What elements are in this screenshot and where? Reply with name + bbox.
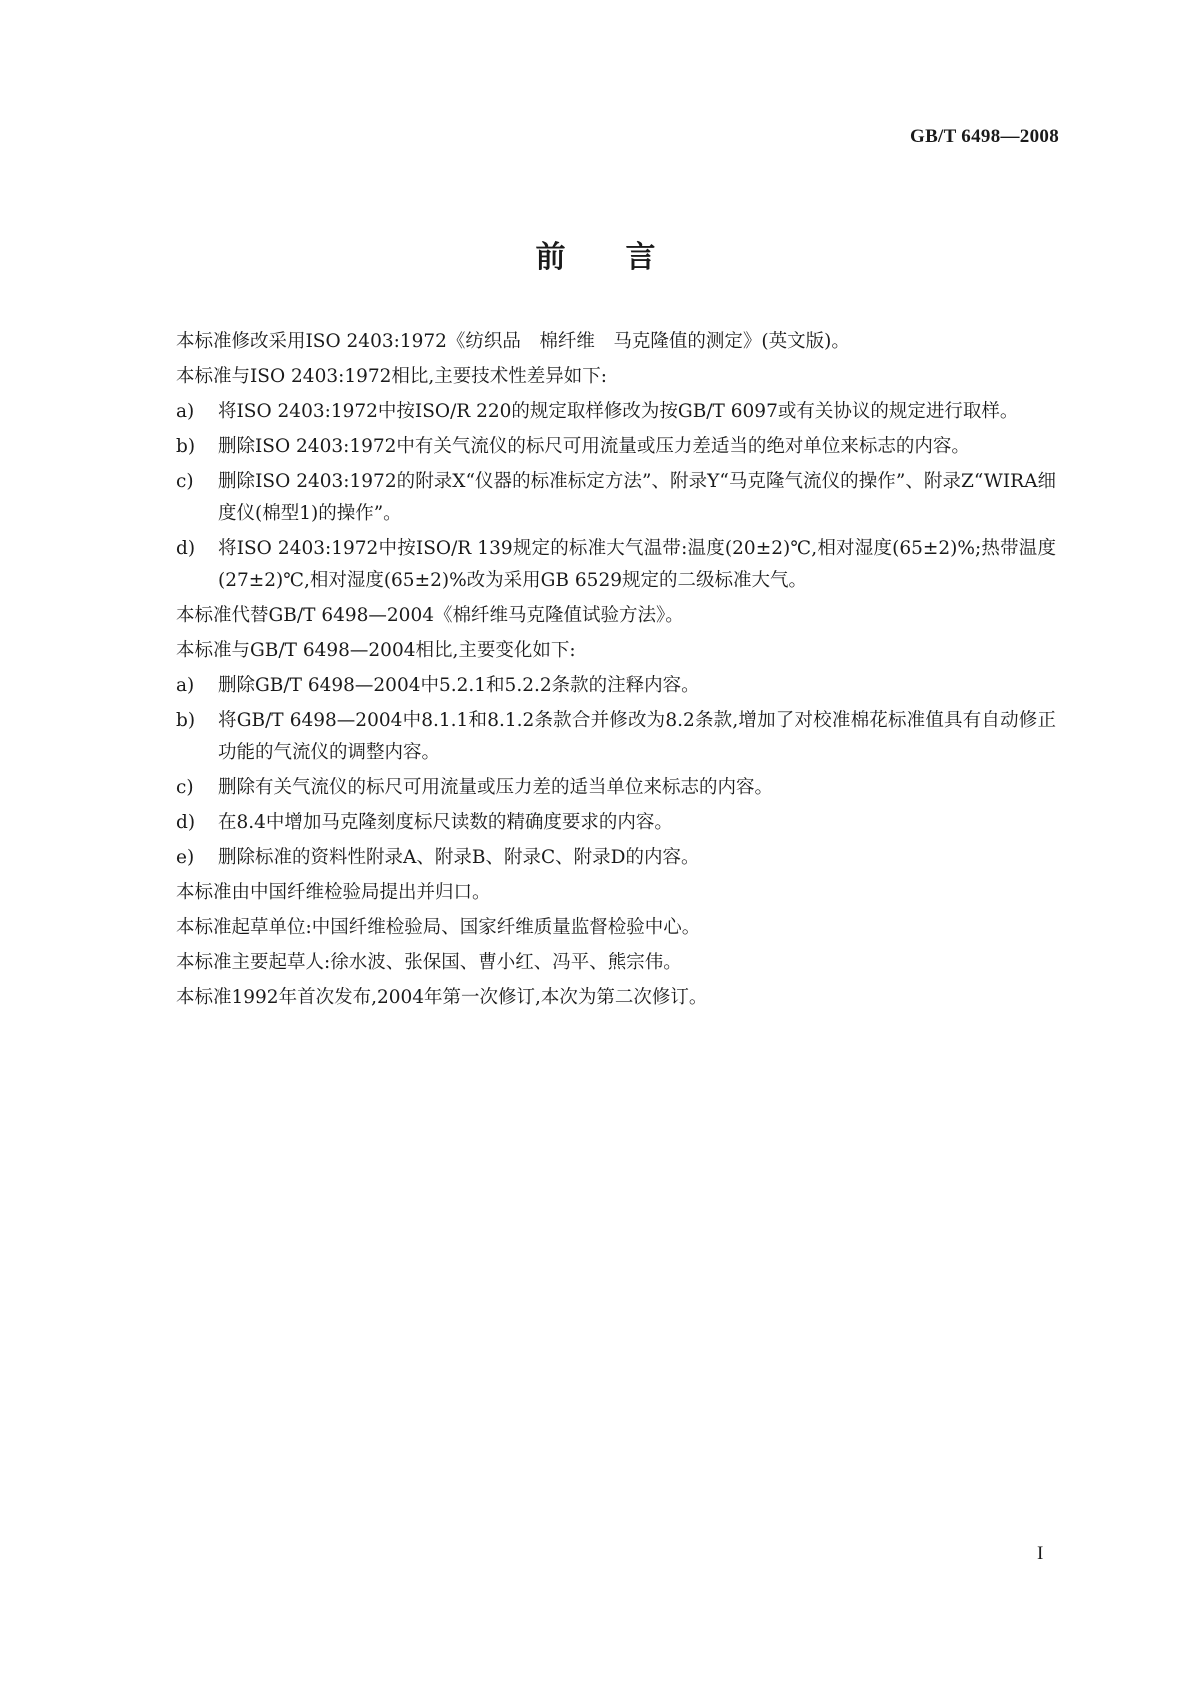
list-item	[176, 842, 1056, 874]
list-item	[176, 670, 1056, 702]
list-item-label: a)	[176, 401, 195, 422]
list-item-label: b)	[176, 436, 196, 457]
list-item-text: 将ISO 2403:1972中按ISO/R 139规定的标准大气温带:温度(20±2)℃,相对湿度(65±2)%;热带温度(27±2)℃,相对湿度(65±2)%改为采用GB 6529规定的二级标准大气。	[218, 538, 1056, 591]
paragraph-adoption: 本标准修改采用ISO 2403:1972《纺织品 棉纤维 马克隆值的测定》(英文版)。	[176, 331, 850, 352]
list-item-label: e)	[176, 847, 195, 868]
list-item	[176, 431, 1056, 463]
page-number: I	[1037, 1543, 1044, 1564]
list-item	[176, 705, 1056, 769]
list-item-text: 删除有关气流仪的标尺可用流量或压力差的适当单位来标志的内容。	[218, 777, 774, 798]
standard-code: GB/T 6498—2008	[909, 126, 1059, 147]
paragraph-differences-intro: 本标准与ISO 2403:1972相比,主要技术性差异如下:	[176, 366, 608, 387]
paragraph-history: 本标准1992年首次发布,2004年第一次修订,本次为第二次修订。	[176, 987, 708, 1008]
paragraph-replaces: 本标准代替GB/T 6498—2004《棉纤维马克隆值试验方法》。	[176, 605, 684, 626]
list-item	[176, 396, 1056, 428]
list-item-text: 将GB/T 6498—2004中8.1.1和8.1.2条款合并修改为8.2条款,增加了对校准棉花标准值具有自动修正功能的气流仪的调整内容。	[218, 710, 1056, 763]
document-body	[176, 326, 1056, 1017]
list-item-text: 删除GB/T 6498—2004中5.2.1和5.2.2条款的注释内容。	[218, 675, 700, 696]
paragraph-proposed-by: 本标准由中国纤维检验局提出并归口。	[176, 882, 491, 903]
list-item-text: 删除标准的资料性附录A、附录B、附录C、附录D的内容。	[218, 847, 700, 868]
list-item-label: b)	[176, 710, 196, 731]
list-item-text: 删除ISO 2403:1972中有关气流仪的标尺可用流量或压力差适当的绝对单位来标志的内容。	[218, 436, 970, 457]
list-item-text: 删除ISO 2403:1972的附录X“仪器的标准标定方法”、附录Y“马克隆气流仪的操作”、附录Z“WIRA细度仪(棉型1)的操作”。	[218, 471, 1056, 524]
list-item-label: c)	[176, 777, 194, 798]
page-title: 前言	[535, 240, 716, 275]
list-item-text: 将ISO 2403:1972中按ISO/R 220的规定取样修改为按GB/T 6097或有关协议的规定进行取样。	[218, 401, 1019, 422]
list-item	[176, 533, 1056, 597]
paragraph-drafters: 本标准主要起草人:徐水波、张保国、曹小红、冯平、熊宗伟。	[176, 952, 682, 973]
paragraph-drafting-units: 本标准起草单位:中国纤维检验局、国家纤维质量监督检验中心。	[176, 917, 701, 938]
list-item-label: d)	[176, 538, 196, 559]
list-item	[176, 772, 1056, 804]
list-item-label: c)	[176, 471, 194, 492]
list-item-label: a)	[176, 675, 195, 696]
list-item-text: 在8.4中增加马克隆刻度标尺读数的精确度要求的内容。	[218, 812, 673, 833]
list-item-label: d)	[176, 812, 196, 833]
paragraph-changes-intro: 本标准与GB/T 6498—2004相比,主要变化如下:	[176, 640, 576, 661]
list-item	[176, 807, 1056, 839]
list-item	[176, 466, 1056, 530]
